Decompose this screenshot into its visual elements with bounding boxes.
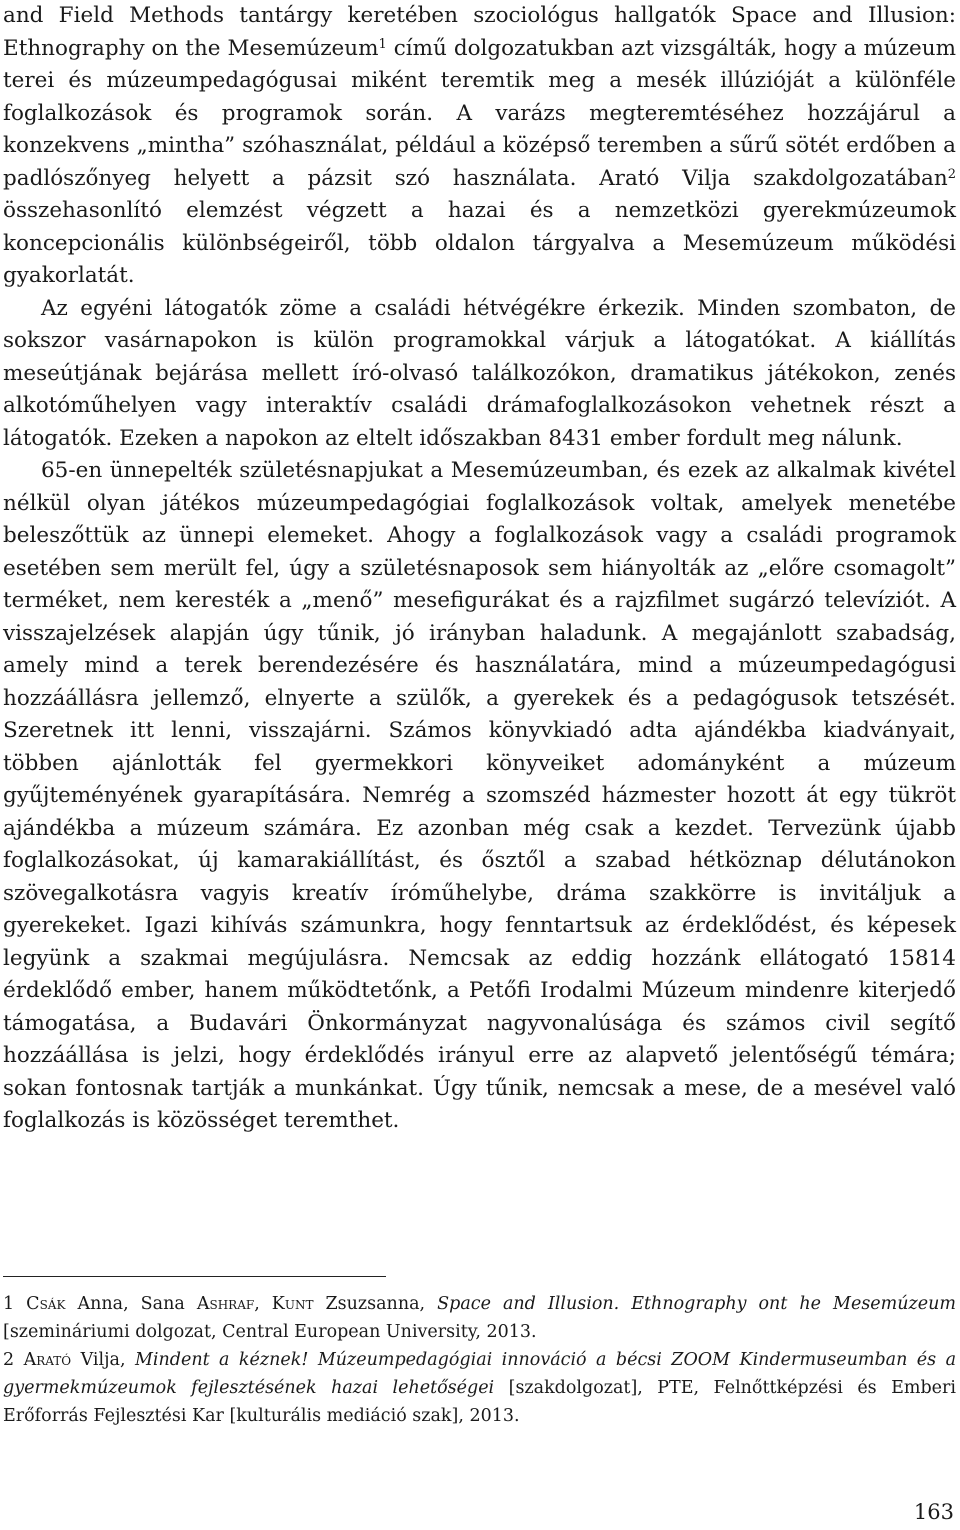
paragraph-1-part-b: című dolgozatukban azt vizsgálták, hogy a múzeum terei és múzeumpedagógusai miként teremtik meg a mesék illúzióját a különféle foglalkozások és programok során. A varázs megteremtéséhez hozzájárul a konzekvens „mintha” szóhasználat, például a középső teremben a sűrű sötét erdőben a padlószőnyeg helyett a pázsit szó használata. Arató Vilja szakdolgozatában: [3, 35, 956, 191]
fn1-author-3-initial: K: [271, 1294, 285, 1314]
fn1-author-3-rest: unt: [284, 1294, 314, 1314]
fn1-author-sep-2: ,: [254, 1294, 272, 1314]
main-text: [3, 0, 956, 1138]
paragraph-3: 65-en ünnepelték születésnapjukat a Mesemúzeumban, és ezek az alkalmak kivétel nélkül olyan játékos múzeumpedagógiai foglalkozások voltak, amelyek menetébe beleszőttük az ünnepi elemeket. Ahogy a foglalkozások vagy a családi programok esetében sem merült fel, úgy a születésnaposok sem hiányolták az „előre csomagolt” terméket, nem keresték a „menő” mesefigurákat és a rajzfilmet sugárzó televíziót. A visszajelzések alapján úgy tűnik, jó irányban haladunk. A megajánlott szabadság, amely mind a terek berendezésére és használatára, mind a múzeumpedagógusi hozzáállásra jellemző, elnyerte a szülők, a gyerekek és a pedagógusok tetszését. Szeretnek itt lenni, visszajárni. Számos könyvkiadó adta ajándékba kiadványait, többen ajánlották fel gyermekkori könyveiket adományként a múzeum gyűjteményének gyarapítására. Nemrég a szomszéd házmester hozott át egy tükröt ajándékba a múzeum számára. Ez azonban még csak a kezdet. Tervezünk újabb foglalkozásokat, új kamarakiállítást, és ősztől a szabad hétköznap délutánokon szövegalkotásra vagyis kreatív íróműhelybe, dráma szakkörre is invitáljuk a gyerekeket. Igazi kihívás számunkra, hogy fenntartsuk az érdeklődést, és képesek legyünk a szakmai megújulásra. Nemcsak az eddig hozzánk ellátogató 15814 érdeklődő ember, hanem működtetőnk, a Petőfi Irodalmi Múzeum mindenre kiterjedő támogatása, a Budavári Önkormányzat nagyvonalúsága és számos civil segítő hozzáállása is jelzi, hogy érdeklődés irányul erre az alapvető jelentőségű témára; sokan fontosnak tartják a munkánkat. Úgy tűnik, nemcsak a mese, de a mesével való foglalkozás is közösséget teremthet.: [3, 458, 956, 1133]
fn1-author-sep-1: Anna, Sana: [65, 1294, 197, 1314]
fn1-author-2-rest: shraf: [209, 1294, 255, 1314]
footnote-ref-2[interactable]: 2: [947, 166, 956, 182]
fn1-author-2-initial: A: [196, 1294, 210, 1314]
fn2-author-initial: A: [23, 1350, 37, 1370]
page-number: 163: [913, 1500, 954, 1524]
footnotes: [3, 1290, 956, 1430]
paragraph-1: [3, 0, 956, 293]
fn2-author-rest: rató: [36, 1350, 72, 1370]
paragraph-1-part-a: and Field Methods tantárgy keretében szociológus hallgatók Space and Illusion: Ethnography on the Mesemúzeum: [3, 3, 956, 61]
fn2-title-a: Mindent a kéznek!: [134, 1350, 309, 1370]
fn1-author-1-initial: C: [26, 1294, 40, 1314]
footnote-separator: [3, 1276, 386, 1277]
page: [3, 0, 956, 1138]
fn2-author-sep: Vilja,: [71, 1350, 135, 1370]
fn1-author-1-rest: sák: [39, 1294, 66, 1314]
footnote-2: [3, 1346, 956, 1430]
fn1-title: Space and Illusion. Ethnography ont he Mesemúzeum: [437, 1294, 956, 1314]
footnote-1-number: 1: [3, 1294, 15, 1314]
fn2-title-b: Múzeumpedagógiai innováció a bécsi ZOOM Kindermuseumban és a gyermekmúzeumok fejlesztésének hazai lehetőségei: [3, 1350, 957, 1398]
fn2-rest: [szakdolgozat], PTE, Felnőttképzési és Emberi Erőforrás Fejlesztési Kar [kulturális mediáció szak], 2013.: [3, 1378, 956, 1426]
fn1-rest: [szemináriumi dolgozat, Central European University, 2013.: [3, 1322, 537, 1342]
footnote-2-number: 2: [3, 1350, 15, 1370]
fn1-author-sep-3: Zsuzsanna,: [313, 1294, 438, 1314]
paragraph-2: Az egyéni látogatók zöme a családi hétvégékre érkezik. Minden szombaton, de sokszor vasárnapokon is külön programokkal várjuk a látogatókat. A kiállítás meseútjának bejárása mellett író-olvasó találkozókon, dramatikus játékokon, zenés alkotóműhelyen vagy interaktív családi drámafoglalkozásokon vehetnek részt a látogatók. Ezeken a napokon az eltelt időszakban 8431 ember fordult meg nálunk.: [3, 295, 956, 451]
paragraph-1-part-c: összehasonlító elemzést végzett a hazai és a nemzetközi gyerekmúzeumok koncepcionális különbségeiről, több oldalon tárgyalva a Mesemúzeum működési gyakorlatát.: [3, 198, 956, 288]
footnote-1: [3, 1290, 956, 1346]
footnote-ref-1[interactable]: 1: [378, 36, 387, 52]
